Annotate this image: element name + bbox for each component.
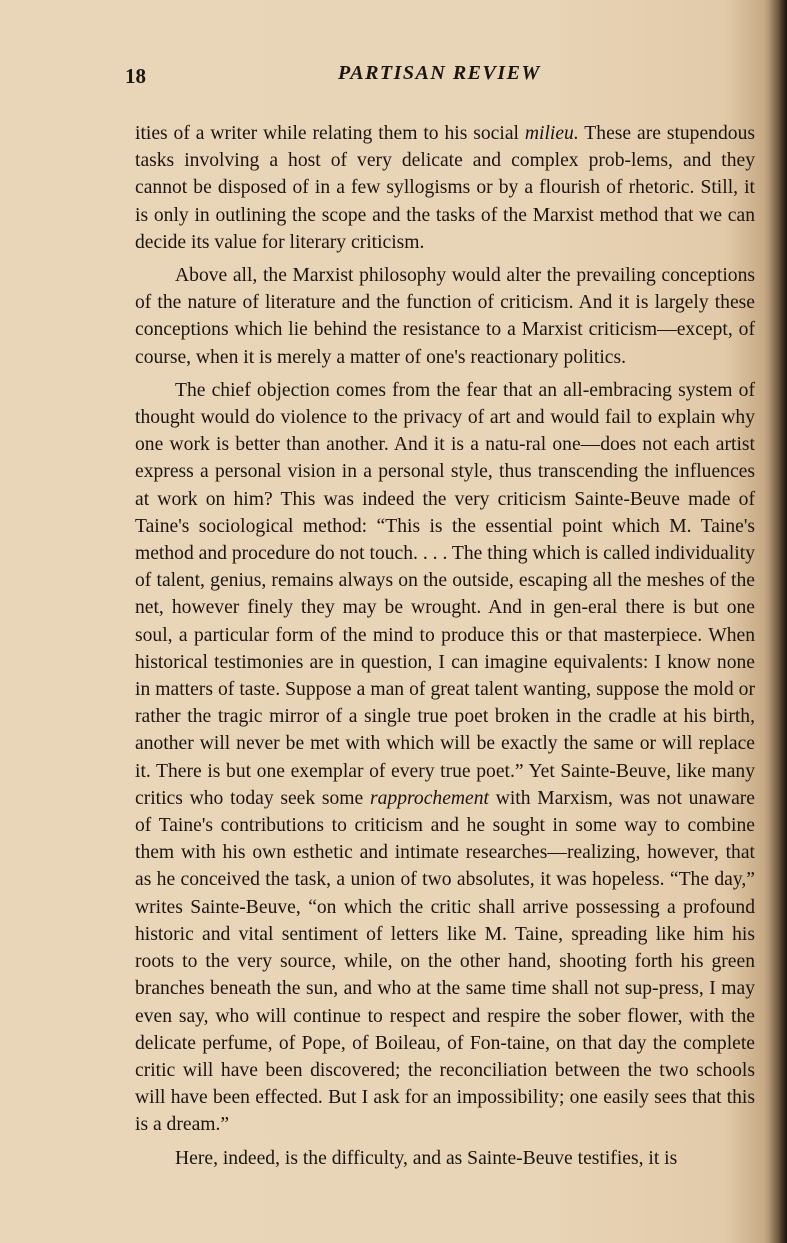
running-title: PARTISAN REVIEW: [338, 62, 541, 84]
book-spine-shadow: [769, 0, 787, 1243]
paragraph-2: [135, 262, 755, 371]
text-segment: with Marxism, was not unaware of Taine's contributions to criticism and he sought in some way to combine them with his own esthetic and intimate researches—realizing, however, that as he conceived the task, a union of two absolutes, it was hopeless. “The day,” writes Sainte-Beuve, “on which the critic shall arrive possessing a profound historic and vital sentiment of letters like M. Taine, spreading like him his roots to the very source, while, on the other hand, shooting forth his green branches beneath the sun, and who at the same time shall not sup-press, I may even say, who will continue to respect and respire the sober flower, with the delicate perfume, of Pope, of Boileau, of Fon-taine, on that day the complete critic will have been discovered; the reconciliation between the two schools will have been effected. But I ask for an impossibility; one easily sees that this is a dream.”: [135, 787, 755, 1136]
paragraph-3: [135, 377, 755, 1139]
page-header: [125, 60, 755, 100]
page-number: 18: [125, 64, 146, 88]
paragraph-1: [135, 120, 755, 256]
italic-term-milieu: milieu.: [524, 123, 579, 144]
text-segment: Above all, the Marxist philosophy would alter the prevailing conceptions of the nature of literature and the function of criticism. And it is largely these conceptions which lie behind the resistance to a Marxist criticism—except, of course, when it is merely a matter of one's reactionary politics.: [135, 265, 755, 368]
text-segment: ities of a writer while relating them to his social: [135, 123, 525, 144]
italic-term-rapprochement: rapprochement: [369, 787, 489, 809]
body-text: [135, 120, 755, 1178]
text-segment: Here, indeed, is the difficulty, and as Sainte-Beuve testifies, it is: [175, 1147, 678, 1169]
text-segment: The chief objection comes from the fear that an all-embracing system of thought would do violence to the privacy of art and would fail to explain why one work is better than another. And it is a natu-ral one—does not each artist express a personal vision in a personal style, thus transcending the influences at work on him? This was indeed the very criticism Sainte-Beuve made of Taine's sociological method: “This is the essential point which M. Taine's method and procedure do not touch. . . . The thing which is called individuality of talent, genius, remains always on the outside, escaping all the meshes of the net, however finely they may be wrought. And in gen-eral there is but one soul, a particular form of the mind to produce this or that masterpiece. When historical testimonies are in question, I can imagine equivalents: I know none in matters of taste. Suppose a man of great talent wanting, suppose the mold or rather the tragic mirror of a single true poet broken in the cradle at his birth, another will never be met with which will be exactly the same or will replace it. There is but one exemplar of every true poet.” Yet Sainte-Beuve, like many critics who today seek some: [135, 379, 755, 809]
paragraph-4: [135, 1145, 755, 1172]
text-segment: These are stupendous tasks involving a host of very delicate and complex prob-lems, and they cannot be disposed of in a few syllogisms or by a flourish of rhetoric. Still, it is only in outlining the scope and the tasks of the Marxist method that we can decide its value for literary criticism.: [135, 123, 755, 253]
